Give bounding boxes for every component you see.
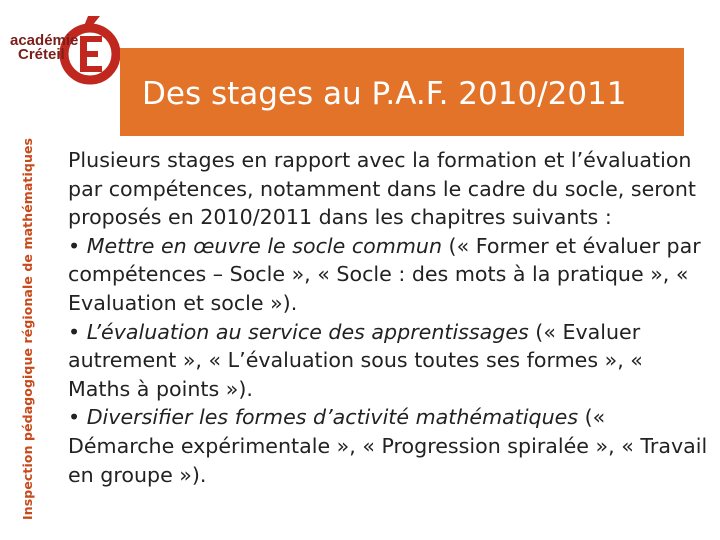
title-banner: [120, 48, 684, 136]
logo-text: [10, 34, 78, 62]
academie-creteil-logo: [8, 14, 120, 94]
item-detail: (« Evaluer autrement », « L’évaluation sous toutes ses formes », « Maths à points »).: [68, 319, 643, 401]
item-heading: Diversifier les formes d’activité mathématiques: [86, 405, 579, 430]
bullet: •: [68, 319, 81, 344]
list-item: [68, 318, 708, 404]
intro-paragraph: Plusieurs stages en rapport avec la formation et l’évaluation par compétences, notamment dans le cadre du socle, seront proposés en 2010/2011 dans les chapitres suivants :: [68, 148, 696, 230]
list-item: [68, 403, 708, 489]
body-text: [68, 146, 708, 489]
item-detail: (« Former et évaluer par compétences – Socle », « Socle : des mots à la pratique », « Evaluation et socle »).: [68, 233, 701, 315]
item-detail: (« Démarche expérimentale », « Progression spiralée », « Travail en groupe »).: [68, 405, 708, 487]
item-heading: L’évaluation au service des apprentissages: [86, 319, 529, 344]
logo-line-1: académie: [10, 32, 79, 49]
item-heading: Mettre en œuvre le socle commun: [86, 233, 443, 258]
bullet: •: [68, 233, 81, 258]
bullet: •: [68, 405, 81, 430]
logo-line-2: Créteil: [18, 46, 65, 63]
vertical-sidebar-label: Inspection pédagogique régionale de mathématiques: [20, 137, 35, 520]
page-title: Des stages au P.A.F. 2010/2011: [142, 76, 627, 112]
list-item: [68, 232, 708, 318]
